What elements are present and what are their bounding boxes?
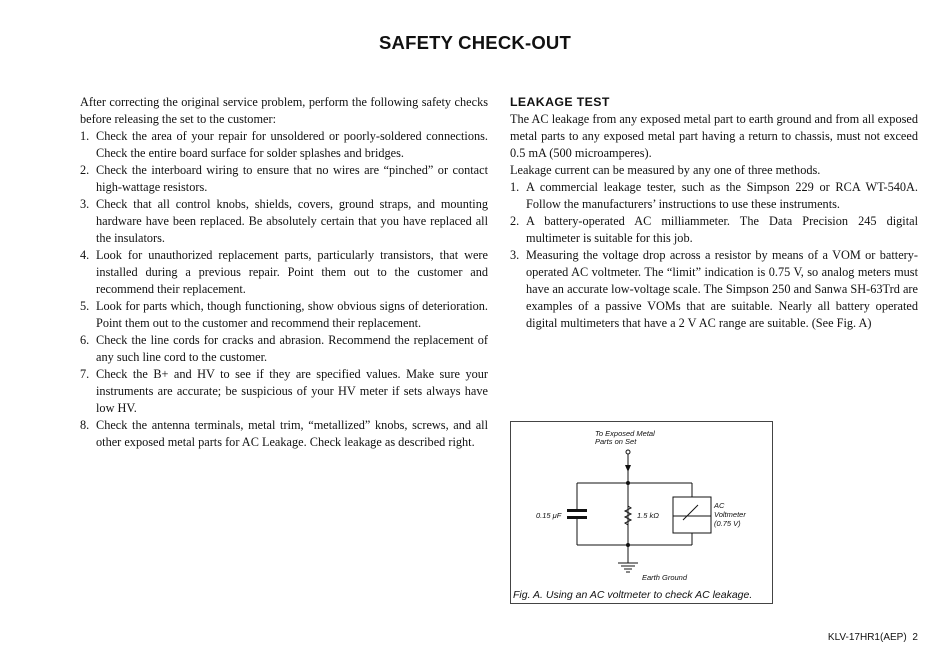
safety-checks-column bbox=[80, 94, 488, 451]
check-item bbox=[80, 247, 488, 298]
label-ac: AC bbox=[714, 501, 725, 510]
label-capacitor: 0.15 μF bbox=[536, 511, 562, 520]
label-earth-ground: Earth Ground bbox=[642, 573, 688, 582]
item-number: 5. bbox=[80, 299, 90, 313]
check-item bbox=[80, 417, 488, 451]
item-text: Measuring the voltage drop across a resistor by means of a VOM or battery-operated AC voltmeter. The “limit” indication is 0.75 V, so analog meters must have an accurate low-voltage scale. The Simpson 250 and Sanwa SH-63Trd are examples of a passive VOMs that are suitable. Nearly all battery operated digital multimeters that have a 2 V AC range are suitable. (See Fig. A) bbox=[526, 248, 918, 330]
figure-a bbox=[510, 421, 773, 604]
method-item bbox=[510, 247, 918, 332]
method-item bbox=[510, 213, 918, 247]
intro-paragraph: After correcting the original service problem, perform the following safety checks before releasing the set to the customer: bbox=[80, 95, 488, 126]
figure-caption: Fig. A. Using an AC voltmeter to check AC leakage. bbox=[513, 589, 753, 601]
item-number: 1. bbox=[510, 180, 520, 194]
method-item bbox=[510, 179, 918, 213]
check-item bbox=[80, 196, 488, 247]
label-parts-on-set: Parts on Set bbox=[595, 437, 637, 446]
page-footer: KLV-17HR1(AEP) 2 bbox=[827, 632, 918, 643]
check-item bbox=[80, 298, 488, 332]
leakage-paragraph: The AC leakage from any exposed metal part to earth ground and from all exposed metal parts to any exposed metal part having a return to chassis, must not exceed 0.5 mA (500 microamperes). bbox=[510, 112, 918, 160]
label-voltmeter: Voltmeter bbox=[714, 510, 746, 519]
item-text: Check the area of your repair for unsoldered or poorly-soldered connections. Check the entire board surface for solder splashes and bridges. bbox=[96, 129, 488, 160]
label-resistor: 1.5 kΩ bbox=[637, 511, 659, 520]
section-heading: LEAKAGE TEST bbox=[510, 95, 610, 109]
page-title: SAFETY CHECK-OUT bbox=[379, 32, 571, 53]
check-item bbox=[80, 332, 488, 366]
arrow-icon bbox=[625, 465, 631, 472]
item-text: Check the interboard wiring to ensure that no wires are “pinched” or contact high-wattage resistors. bbox=[96, 163, 488, 194]
item-text: Look for unauthorized replacement parts, particularly transistors, that were installed during a previous repair. Point them out to the customer and recommend their replacement. bbox=[96, 248, 488, 296]
methods-paragraph: Leakage current can be measured by any one of three methods. bbox=[510, 163, 821, 177]
item-text: Check that all control knobs, shields, covers, ground straps, and mounting hardware have been replaced. Be absolutely certain that you have replaced all the insulators. bbox=[96, 197, 488, 245]
item-text: Check the B+ and HV to see if they are specified values. Make sure your instruments are accurate; be suspicious of your HV meter if sets always have low HV. bbox=[96, 367, 488, 415]
circuit-diagram bbox=[511, 422, 774, 605]
item-number: 3. bbox=[510, 248, 520, 262]
voltmeter-icon bbox=[673, 497, 711, 533]
terminal-icon bbox=[626, 450, 630, 454]
check-item bbox=[80, 128, 488, 162]
item-number: 4. bbox=[80, 248, 90, 262]
item-text: A commercial leakage tester, such as the Simpson 229 or RCA WT-540A. Follow the manufacturers’ instructions to use these instruments. bbox=[526, 180, 918, 211]
label-voltage: (0.75 V) bbox=[714, 519, 741, 528]
item-number: 2. bbox=[510, 214, 520, 228]
item-text: A battery-operated AC milliammeter. The Data Precision 245 digital multimeter is suitable for this job. bbox=[526, 214, 918, 245]
capacitor-icon bbox=[567, 509, 587, 512]
item-number: 8. bbox=[80, 418, 90, 432]
check-item bbox=[80, 366, 488, 417]
item-number: 3. bbox=[80, 197, 90, 211]
item-number: 1. bbox=[80, 129, 90, 143]
label-exposed-metal: To Exposed Metal bbox=[595, 429, 655, 438]
item-number: 6. bbox=[80, 333, 90, 347]
check-item bbox=[80, 162, 488, 196]
item-number: 2. bbox=[80, 163, 90, 177]
item-text: Check the line cords for cracks and abrasion. Recommend the replacement of any such line cord to the customer. bbox=[96, 333, 488, 364]
item-number: 7. bbox=[80, 367, 90, 381]
leakage-test-column bbox=[510, 94, 918, 332]
item-text: Check the antenna terminals, metal trim, “metallized” knobs, screws, and all other exposed metal parts for AC Leakage. Check leakage as described right. bbox=[96, 418, 488, 449]
item-text: Look for parts which, though functioning, show obvious signs of deterioration. Point them out to the customer and recommend their replacement. bbox=[96, 299, 488, 330]
